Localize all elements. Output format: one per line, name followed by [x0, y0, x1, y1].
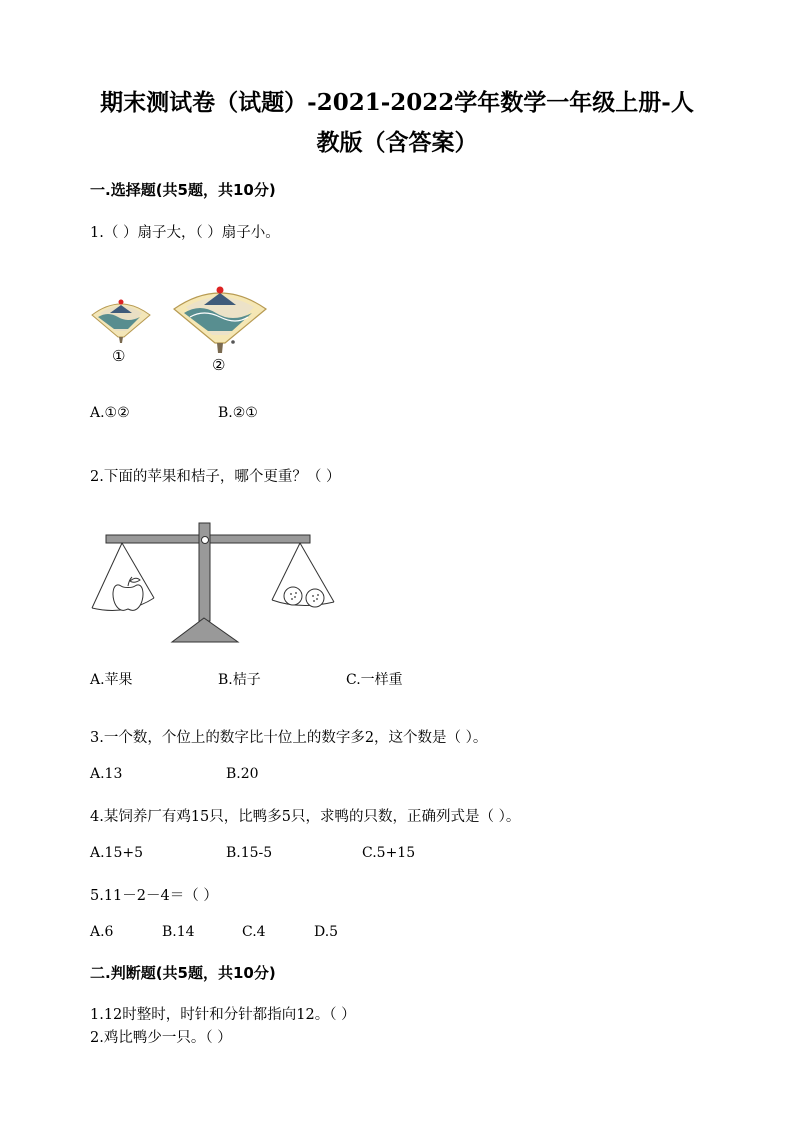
q4-option-a: A.15+5	[90, 845, 144, 861]
section-heading-choice: 一.选择题(共5题，共10分)	[90, 181, 276, 199]
question-2-text: 2.下面的苹果和桔子，哪个更重？（ ）	[90, 469, 341, 485]
document-title-line-1: 期末测试卷（试题）-2021-2022学年数学一年级上册-人	[100, 89, 694, 116]
q4-option-c: C.5+15	[362, 845, 416, 861]
large-fan-image	[170, 283, 270, 355]
judgement-question-1-text: 1.12时整时，时针和分针都指向12。（ ）	[90, 1007, 356, 1023]
q3-option-a: A.13	[90, 766, 123, 782]
orange-icon	[284, 587, 324, 607]
fan-label-2: ②	[212, 356, 226, 374]
section-heading-judgement: 二.判断题(共5题，共10分)	[90, 964, 276, 982]
small-fan-image	[88, 297, 154, 345]
question-3-text: 3.一个数，个位上的数字比十位上的数字多2，这个数是（ ）。	[90, 730, 488, 746]
question-5-text: 5.11－2－4＝（ ）	[90, 888, 218, 904]
q2-option-b: B.桔子	[218, 672, 261, 688]
fan-label-1: ①	[112, 347, 126, 365]
question-1-text: 1.（ ）扇子大，（ ）扇子小。	[90, 225, 280, 241]
question-4-text: 4.某饲养厂有鸡15只，比鸭多5只，求鸭的只数，正确列式是（ ）。	[90, 809, 521, 825]
q2-option-c: C.一样重	[346, 672, 403, 688]
q4-option-b: B.15-5	[226, 845, 273, 861]
judgement-question-2-text: 2.鸡比鸭少一只。（ ）	[90, 1030, 232, 1046]
document-title-line-2: 教版（含答案）	[316, 129, 478, 156]
q5-option-b: B.14	[162, 924, 195, 940]
q5-option-a: A.6	[90, 924, 114, 940]
q5-option-c: C.4	[242, 924, 266, 940]
q1-option-b: B.②①	[218, 405, 258, 421]
q3-option-b: B.20	[226, 766, 259, 782]
q1-option-a: A.①②	[90, 405, 130, 421]
apple-icon	[113, 577, 143, 610]
q5-option-d: D.5	[314, 924, 339, 940]
balance-scale-image	[88, 518, 348, 648]
q2-option-a: A.苹果	[90, 672, 133, 688]
